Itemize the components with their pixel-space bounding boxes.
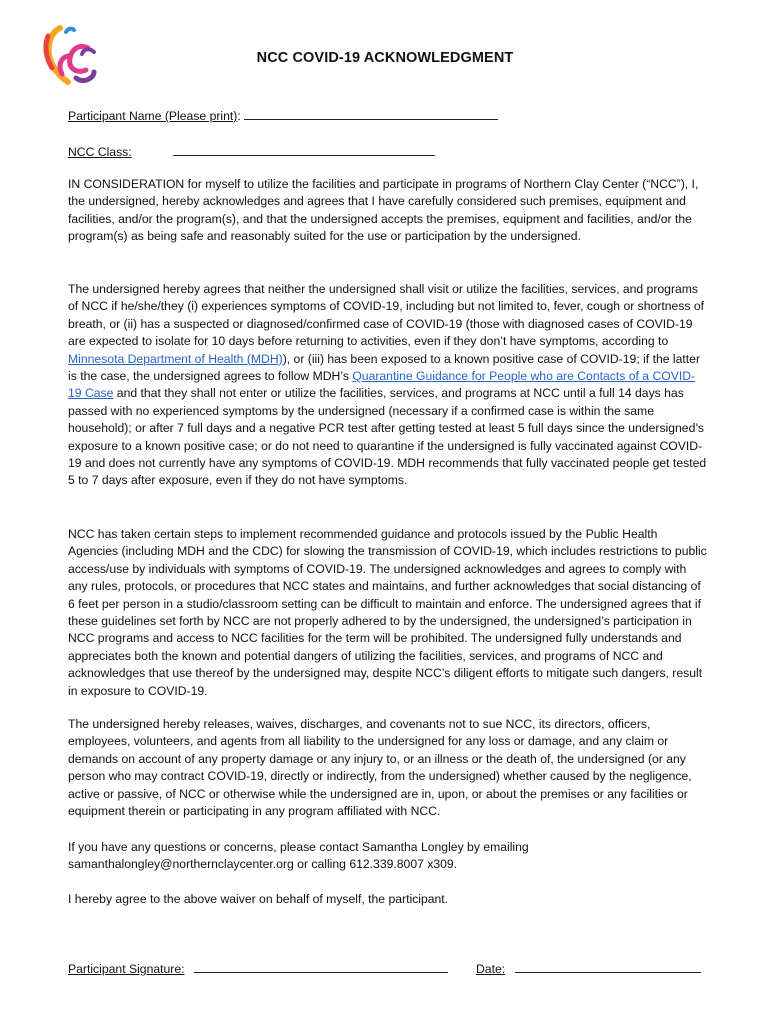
participant-name-colon: : bbox=[237, 109, 241, 123]
signature-field bbox=[68, 960, 448, 976]
guidance-paragraph: NCC has taken certain steps to implement recommended guidance and protocols issued by the Public Health Agencies (including MDH and the CDC) for slowing the transmission of COVID-19, which includes restrictions to public access/use by individuals with symptoms of COVID-19. The undersigned acknowledges and agrees to comply with any rules, protocols, or procedures that NCC states and maintains, and further acknowledges that social distancing of 6 feet per person in a studio/classroom setting can be difficult to maintain and enforce. The undersigned agrees that if these guidelines set forth by NCC are not properly adhered to by the undersigned, the undersigned’s participation in NCC programs and access to NCC facilities for the term will be prohibited. The undersigned fully understands and appreciates both the known and potential dangers of utilizing the facilities, services, and programs of NCC and acknowledges that use thereof by the undersigned may, despite NCC’s diligent efforts to mitigate such dangers, result in exposure to COVID-19. bbox=[68, 527, 707, 698]
agreement-paragraph: I hereby agree to the above waiver on behalf of myself, the participant. bbox=[68, 892, 449, 906]
consideration-paragraph: IN CONSIDERATION for myself to utilize the facilities and participate in programs of Northern Clay Center (“NCC”), I, the undersigned, hereby acknowledges and agrees that I have carefully considered such premises, equipment and facilities, and/or the program(s), and that the undersigned accepts the premises, equipment and facilities, and/or the program(s) as being safe and reasonably suited for the use or participation by the undersigned. bbox=[68, 177, 699, 244]
ncc-class-input-line[interactable] bbox=[173, 143, 435, 156]
exposure-text-c: and that they shall not enter or utilize the facilities, services, and programs at NCC until a full 14 days has passed with no experienced symptoms by the undersigned (necessary if a confirmed case is within the same household); or after 7 full days and a negative PCR test after getting tested at least 5 full days since the undersigned’s exposure to a known positive case; or do not need to quarantine if the undersigned is fully vaccinated against COVID-19 and does not currently have any symptoms of COVID-19. MDH recommends that fully vaccinated people get tested 5 to 7 days after exposure, even if they do not have symptoms. bbox=[68, 386, 707, 488]
exposure-paragraph bbox=[68, 281, 708, 490]
release-paragraph: The undersigned hereby releases, waives, discharges, and covenants not to sue NCC, its directors, officers, employees, volunteers, and agents from all liability to the undersigned for any loss or damage, and any claim or demands on account of any property damage or any injury to, or an illness or the death of, the undersigned (or any person who may contract COVID-19, directly or indirectly, from the undersigned) whether caused by the negligence, active or passive, of NCC or otherwise while the undersigned are in, upon, or about the premises or any facilities or equipment therein or participating in any program affiliated with NCC. bbox=[68, 717, 692, 819]
ncc-class-field bbox=[68, 143, 435, 159]
contact-paragraph: If you have any questions or concerns, please contact Samantha Longley by emailing samanthalongley@northernclaycenter.org or calling 612.339.8007 x309. bbox=[68, 840, 529, 872]
date-label: Date: bbox=[476, 962, 506, 976]
quarantine-guidance-link[interactable]: Quarantine Guidance for People who are Contacts of a COVID-19 Case bbox=[68, 369, 696, 401]
participant-name-input-line[interactable] bbox=[244, 107, 498, 120]
page-title: NCC COVID-19 ACKNOWLEDGMENT bbox=[256, 50, 514, 66]
mdh-link[interactable]: Minnesota Department of Health (MDH) bbox=[68, 351, 283, 366]
date-field bbox=[476, 960, 701, 976]
exposure-text-b: ), or (iii) has been exposed to a known positive case of COVID-19; if the latter is the case, the undersigned agrees to follow MDH’s bbox=[68, 351, 701, 384]
ncc-class-label: NCC Class: bbox=[68, 145, 132, 159]
signature-input-line[interactable] bbox=[194, 960, 448, 973]
participant-name-label: Participant Name (Please print) bbox=[68, 109, 238, 123]
date-input-line[interactable] bbox=[515, 960, 701, 973]
signature-label: Participant Signature: bbox=[68, 962, 185, 976]
exposure-text-a: The undersigned hereby agrees that neither the undersigned shall visit or utilize the facilities, services, and programs of NCC if he/she/they (i) experiences symptoms of COVID-19, including but not limited to, fever, cough or shortness of breath, or (ii) has a suspected or diagnosed/confirmed case of COVID-19 (those with diagnosed cases of COVID-19 are expected to isolate for 10 days before returning to activities, even if they don’t have symptoms, according to bbox=[68, 282, 705, 349]
participant-name-field bbox=[68, 107, 498, 123]
